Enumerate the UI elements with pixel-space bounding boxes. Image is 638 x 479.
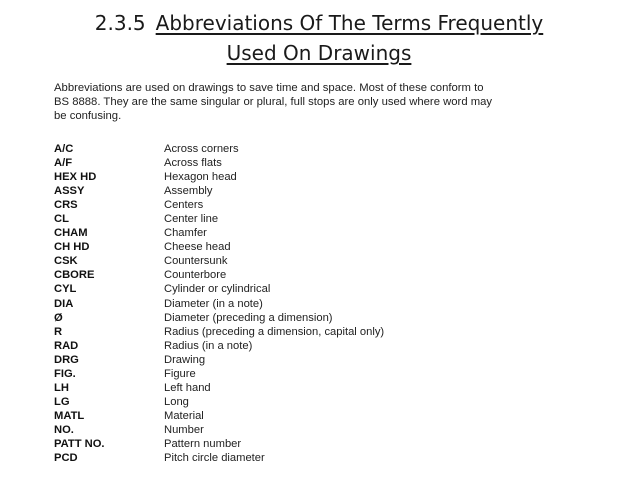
abbreviation-code: R	[54, 325, 63, 338]
intro-line-3: be confusing.	[54, 110, 122, 123]
abbreviation-row	[54, 156, 574, 170]
abbreviation-row	[54, 395, 574, 409]
abbreviation-row	[54, 268, 574, 282]
abbreviation-term: Chamfer	[164, 227, 207, 240]
abbreviation-row	[54, 226, 574, 240]
abbreviation-row	[54, 367, 574, 381]
abbreviation-term: Diameter (preceding a dimension)	[164, 311, 333, 324]
page-title	[0, 8, 638, 68]
abbreviation-row	[54, 282, 574, 296]
abbreviation-row	[54, 353, 574, 367]
abbreviation-row	[54, 142, 574, 156]
abbreviation-term: Across flats	[164, 157, 222, 170]
abbreviation-row	[54, 254, 574, 268]
abbreviation-code: PCD	[54, 452, 78, 465]
intro-line-1: Abbreviations are used on drawings to save time and space. Most of these conform to	[54, 82, 484, 94]
title-line-1	[0, 8, 638, 38]
title-line-2	[0, 38, 638, 68]
abbreviation-code: Ø	[54, 311, 63, 324]
abbreviation-term: Counterbore	[164, 269, 227, 282]
abbreviation-code: CL	[54, 213, 69, 226]
abbreviation-term: Centers	[164, 199, 204, 212]
abbreviation-row	[54, 325, 574, 339]
abbreviation-row	[54, 451, 574, 465]
abbreviation-term: Number	[164, 423, 204, 436]
section-number: 2.3.5	[94, 11, 146, 35]
abbreviation-code: NO.	[54, 423, 74, 436]
abbreviation-term: Radius (preceding a dimension, capital only)	[164, 325, 385, 338]
abbreviation-code: CRS	[54, 199, 78, 212]
abbreviation-row	[54, 198, 574, 212]
abbreviation-term: Hexagon head	[164, 171, 237, 184]
abbreviation-code: ASSY	[54, 185, 85, 198]
abbreviation-code: MATL	[54, 409, 85, 422]
abbreviation-row	[54, 240, 574, 254]
abbreviation-code: DIA	[54, 297, 74, 310]
abbreviation-code: CBORE	[54, 269, 95, 282]
abbreviation-term: Pitch circle diameter	[164, 452, 265, 465]
abbreviation-code: A/F	[54, 157, 73, 170]
abbreviation-code: FIG.	[54, 367, 76, 380]
abbreviation-code: LH	[54, 381, 69, 394]
abbreviation-row	[54, 409, 574, 423]
abbreviation-term: Material	[164, 409, 204, 422]
abbreviation-row	[54, 381, 574, 395]
abbreviation-code: PATT NO.	[54, 437, 105, 450]
abbreviation-code: CH HD	[54, 241, 90, 254]
abbreviation-term: Radius (in a note)	[164, 339, 253, 352]
title-text-2: Used On Drawings	[226, 41, 412, 65]
abbreviation-row	[54, 423, 574, 437]
abbreviation-row	[54, 437, 574, 451]
intro-paragraph	[54, 81, 594, 124]
abbreviation-code: RAD	[54, 339, 79, 352]
abbreviation-term: Drawing	[164, 353, 206, 366]
abbreviation-term: Center line	[164, 213, 219, 226]
abbreviation-list	[54, 142, 574, 465]
abbreviation-code: A/C	[54, 143, 74, 155]
abbreviation-term: Countersunk	[164, 255, 228, 268]
abbreviation-row	[54, 212, 574, 226]
abbreviation-row	[54, 339, 574, 353]
abbreviation-term: Cylinder or cylindrical	[164, 283, 271, 296]
abbreviation-code: CHAM	[54, 227, 88, 240]
abbreviation-term: Across corners	[164, 143, 239, 155]
abbreviation-row	[54, 311, 574, 325]
abbreviation-term: Long	[164, 395, 189, 408]
abbreviation-term: Assembly	[164, 185, 213, 198]
abbreviation-term: Pattern number	[164, 437, 242, 450]
abbreviation-term: Figure	[164, 367, 196, 380]
abbreviation-code: LG	[54, 395, 70, 408]
abbreviation-term: Left hand	[164, 381, 211, 394]
abbreviation-code: HEX HD	[54, 171, 97, 184]
abbreviation-code: DRG	[54, 353, 79, 366]
abbreviation-code: CYL	[54, 283, 77, 296]
intro-line-2: BS 8888. They are the same singular or plural, full stops are only used where word may	[54, 96, 493, 109]
abbreviation-term: Diameter (in a note)	[164, 297, 263, 310]
abbreviation-row	[54, 184, 574, 198]
abbreviation-code: CSK	[54, 255, 78, 268]
abbreviation-row	[54, 170, 574, 184]
title-text-1: Abbreviations Of The Terms Frequently	[155, 11, 544, 35]
abbreviation-term: Cheese head	[164, 241, 231, 254]
abbreviation-row	[54, 297, 574, 311]
